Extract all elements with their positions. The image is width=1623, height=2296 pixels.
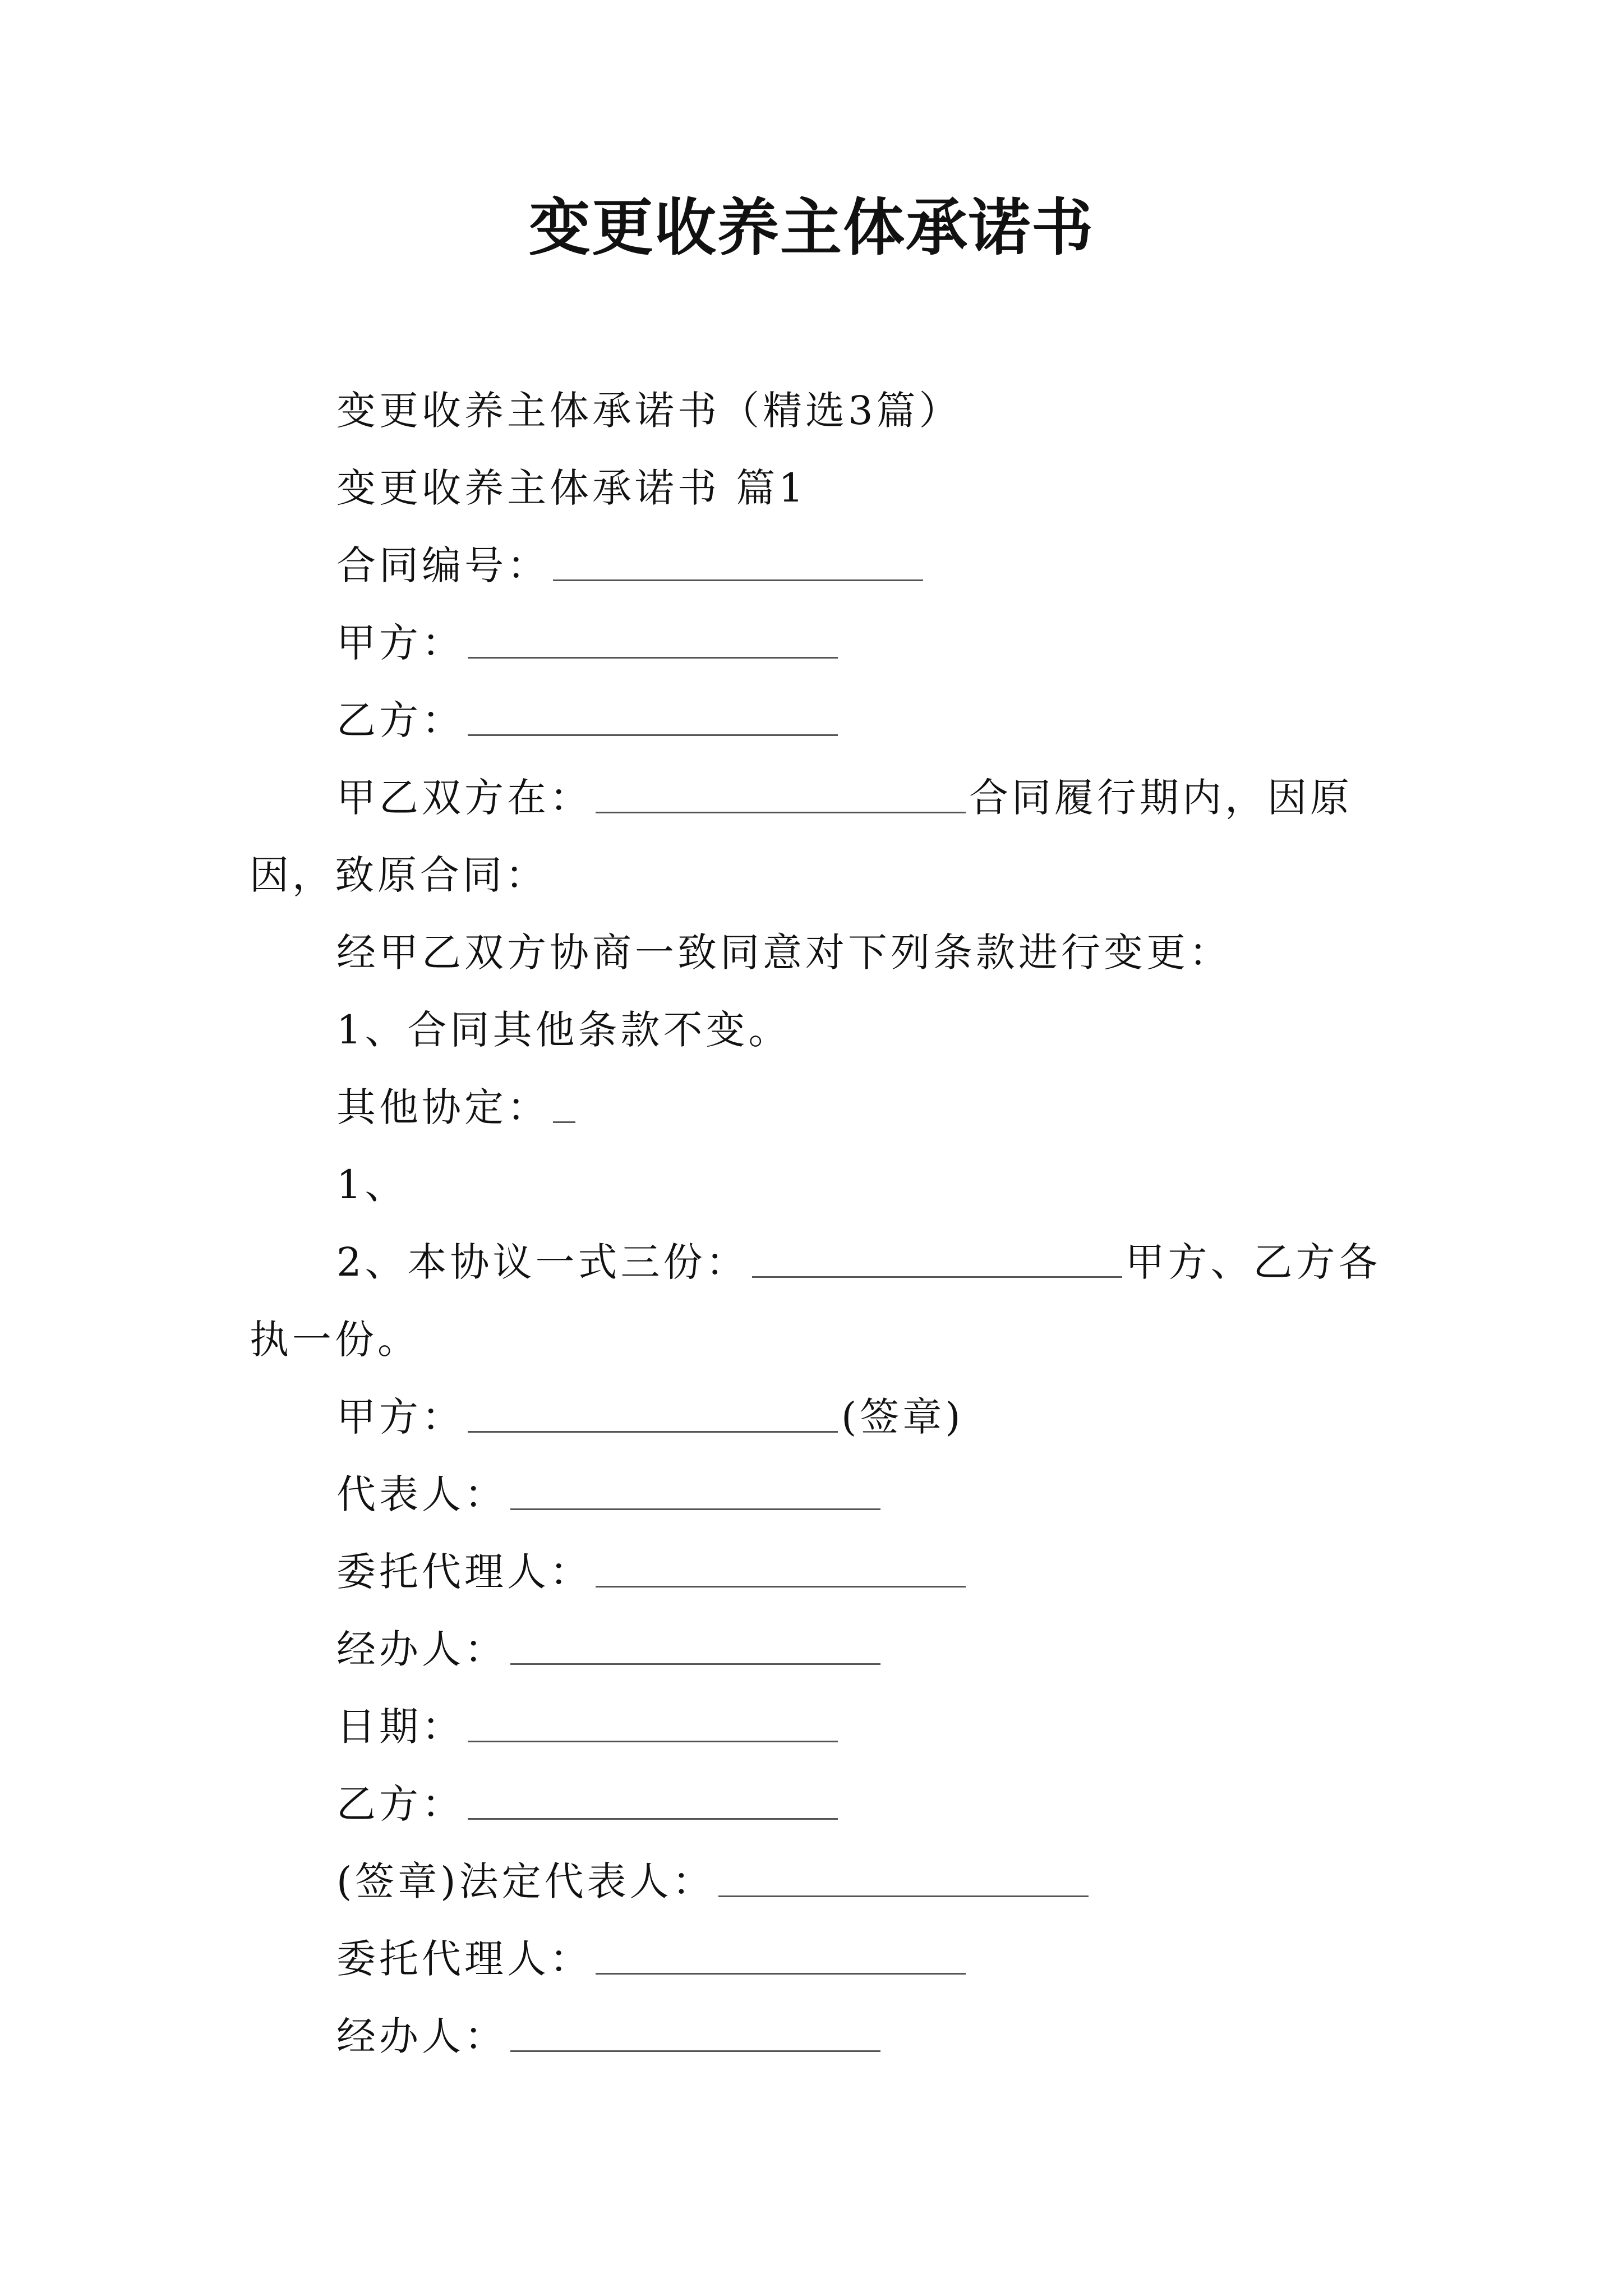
signature-b-label: 乙方： xyxy=(336,1781,464,1827)
part-heading: 变更收养主体承诺书 篇1 xyxy=(336,465,807,511)
agent-line xyxy=(336,1548,969,1595)
agent-2-blank xyxy=(596,1973,966,1975)
legal-representative-blank xyxy=(718,1895,1089,1897)
handler-blank xyxy=(510,1663,880,1665)
handler-line xyxy=(336,1626,884,1673)
party-b-line xyxy=(336,697,841,744)
item-2-continuation: 执一份。 xyxy=(250,1317,420,1363)
other-agreement-blank xyxy=(553,1121,575,1123)
agreement-line: 经甲乙双方协商一致同意对下列条款进行变更： xyxy=(336,930,1232,976)
other-agreement-label: 其他协定： xyxy=(336,1084,550,1130)
item-1b-line: 1、 xyxy=(336,1162,408,1208)
representative-blank xyxy=(510,1508,880,1510)
party-b-label: 乙方： xyxy=(336,697,464,743)
date-label: 日期： xyxy=(336,1704,464,1750)
representative-label: 代表人： xyxy=(336,1471,507,1517)
handler-2-line xyxy=(336,2013,884,2060)
contract-number-label: 合同编号： xyxy=(336,542,550,588)
agent-label: 委托代理人： xyxy=(336,1549,592,1595)
handler-label: 经办人： xyxy=(336,1626,507,1672)
date-line xyxy=(336,1703,841,1750)
signature-a-line xyxy=(336,1393,964,1441)
handler-2-blank xyxy=(510,2050,880,2052)
signature-a-label: 甲方： xyxy=(336,1394,464,1440)
item-2-label: 2、本协议一式三份： xyxy=(336,1239,749,1285)
date-blank xyxy=(468,1741,838,1742)
signature-b-blank xyxy=(468,1818,838,1820)
agent-blank xyxy=(596,1586,966,1588)
contract-number-line xyxy=(336,542,926,589)
item-2-line xyxy=(336,1239,1381,1286)
both-parties-blank xyxy=(596,812,966,813)
agent-2-line xyxy=(336,1935,969,1982)
agent-2-label: 委托代理人： xyxy=(336,1936,592,1982)
both-parties-label: 甲乙双方在： xyxy=(336,775,592,821)
item-2-blank xyxy=(752,1276,1122,1278)
intro-line: 变更收养主体承诺书（精选3篇） xyxy=(336,388,962,434)
legal-representative-label: (签章)法定代表人： xyxy=(336,1858,715,1904)
both-parties-continuation: 因，致原合同： xyxy=(250,852,548,898)
item-1-line: 1、合同其他条款不变。 xyxy=(336,1007,791,1053)
party-a-line xyxy=(336,619,841,666)
contract-number-blank xyxy=(553,579,923,581)
legal-representative-line xyxy=(336,1858,1092,1905)
handler-2-label: 经办人： xyxy=(336,2013,507,2059)
representative-line xyxy=(336,1471,884,1518)
party-a-blank xyxy=(468,657,838,659)
party-b-blank xyxy=(468,734,838,736)
both-parties-line xyxy=(336,774,1353,821)
signature-a-blank xyxy=(468,1431,838,1433)
party-a-label: 甲方： xyxy=(336,620,464,666)
signature-b-line xyxy=(336,1780,841,1828)
page-title: 变更收养主体承诺书 xyxy=(529,191,1094,264)
both-parties-text: 合同履行期内，因原 xyxy=(969,775,1353,821)
other-agreement-line xyxy=(336,1084,579,1131)
seal-label: (签章) xyxy=(841,1394,964,1440)
item-2-text: 甲方、乙方各 xyxy=(1125,1239,1381,1285)
